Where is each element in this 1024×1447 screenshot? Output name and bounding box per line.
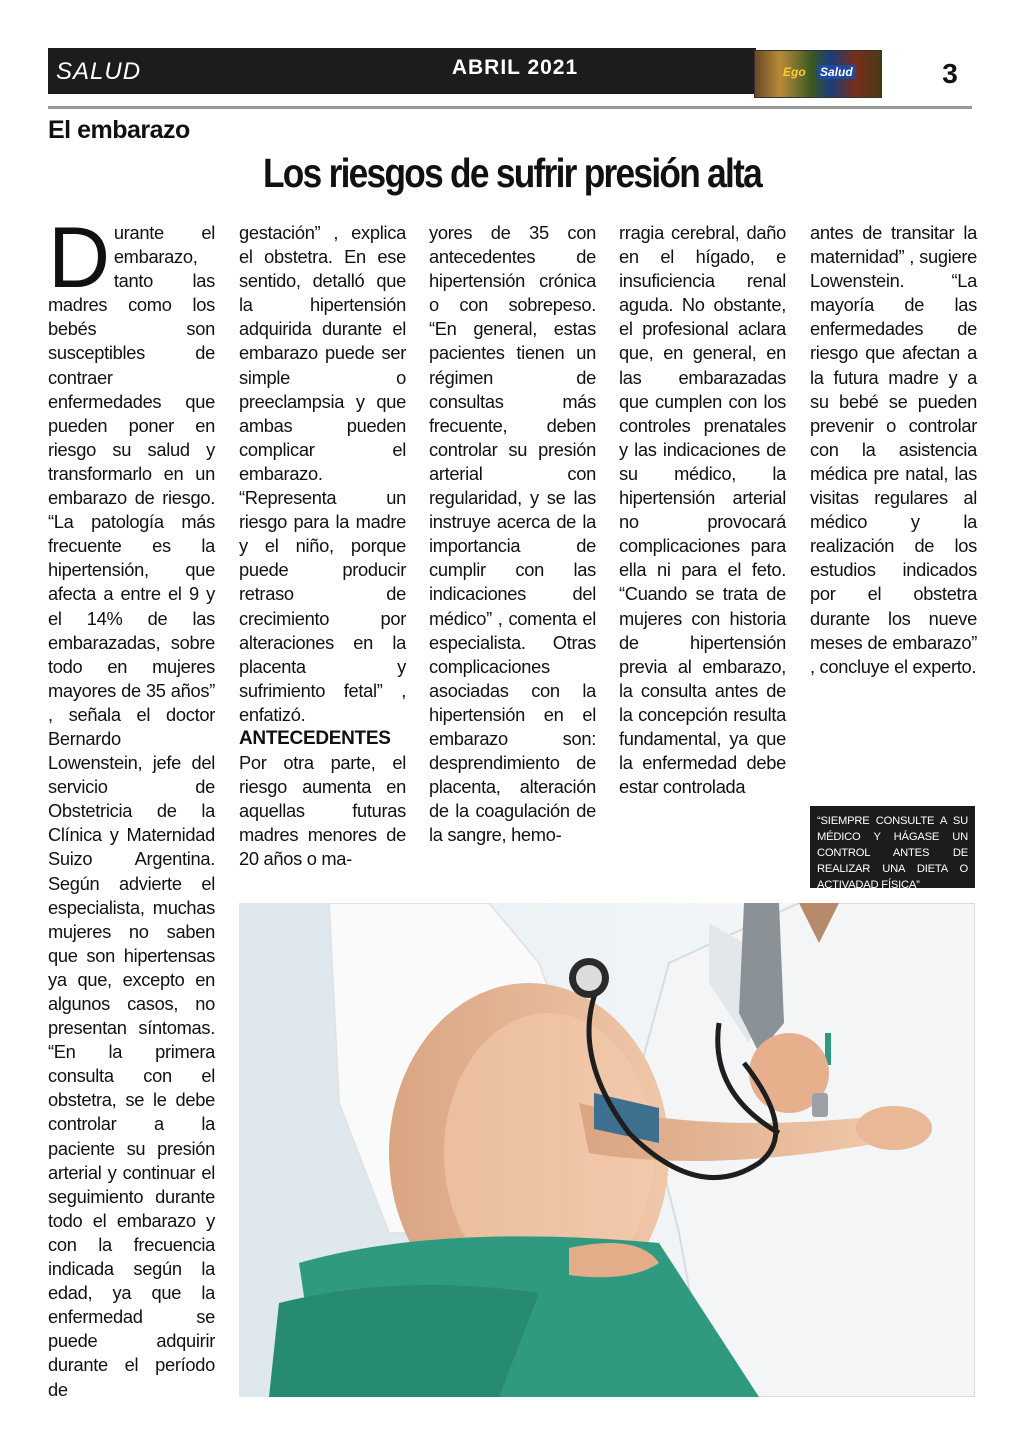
article-column-1 bbox=[48, 210, 215, 1402]
logo-text-ego: Ego bbox=[783, 65, 806, 79]
section-label: SALUD bbox=[56, 58, 142, 85]
column-1-text: urante el embarazo, tanto las madres como los bebés son susceptibles de contraer enfermedades que pueden poner en riesgo su salud y transformarlo en un embarazo de riesgo. “La patología más frecuente es la hipertensión, que afecta a entre el 9 y el 14% de las embarazadas, sobre todo en mujeres mayores de 35 años” , señala el doctor Bernardo Lowenstein, jefe del servicio de Obstetricia de la Clínica y Maternidad Suizo Argentina. Según advierte el especialista, muchas mujeres no saben que son hipertensas ya que, excepto en algunos casos, no presentan síntomas. “En la primera consulta con el obstetra, se le debe controlar a la paciente su presión arterial y continuar el seguimiento durante todo el embarazo y con la frecuencia indicada según la edad, ya que la enfermedad se puede adquirir durante el período de bbox=[48, 222, 215, 1400]
pull-quote: “SIEMPRE CONSULTE A SU MÉDICO Y HÁGASE UN CONTROL ANTES DE REALIZAR UNA DIETA O ACTIVADAD FÍSICA” bbox=[810, 806, 975, 888]
logo-text-salud: Salud bbox=[817, 65, 856, 79]
article-column-3 bbox=[429, 221, 596, 847]
drop-cap: D bbox=[48, 210, 110, 306]
page-number: 3 bbox=[942, 58, 958, 89]
header-rule bbox=[48, 106, 972, 109]
issue-date: ABRIL 2021 bbox=[451, 56, 579, 79]
doctor-measuring-blood-pressure-illustration bbox=[239, 903, 975, 1397]
column-4-text: rragia cerebral, daño en el hígado, e insuficiencia renal aguda. No obstante, el profesional aclara que, en general, en las embarazadas que cumplen con los controles prenatales y las indicaciones de su médico, la hipertensión arterial no provocará complicaciones para ella ni para el feto. “Cuando se trata de mujeres con historia de hipertensión previa al embarazo, la consulta antes de la concepción resulta fundamental, ya que la enfermedad debe estar controlada bbox=[619, 222, 786, 798]
column-3-text: yores de 35 con antecedentes de hipertensión crónica o con sobrepeso. “En general, estas pacientes tienen un régimen de consultas más frecuente, deben controlar su presión arterial con regularidad, y se las instruye acerca de la importancia de cumplir con las indicaciones del médico” , comenta el especialista. Otras complicaciones asociadas con la hipertensión en el embarazo son: desprendimiento de placenta, alteración de la coagulación de la sangre, hemo- bbox=[429, 222, 596, 846]
article-kicker: El embarazo bbox=[48, 116, 190, 144]
article-column-5 bbox=[810, 221, 977, 679]
article-photo bbox=[239, 903, 975, 1397]
article-headline: Los riesgos de sufrir presión alta bbox=[262, 150, 761, 196]
publication-logo bbox=[754, 50, 882, 98]
article-column-4 bbox=[619, 221, 786, 799]
column-2-text-continued: Por otra parte, el riesgo aumenta en aquellas futuras madres menores de 20 años o ma- bbox=[239, 752, 406, 870]
subheading-antecedentes: ANTECEDENTES bbox=[239, 727, 391, 749]
column-2-text: gestación” , explica el obstetra. En ese sentido, detalló que la hipertensión adquirida durante el embarazo puede ser simple o preeclampsia y que ambas pueden complicar el embarazo. “Representa un riesgo para la madre y el niño, porque puede producir retraso de crecimiento por alteraciones en la placenta y sufrimiento fetal” , enfatizó. bbox=[239, 222, 406, 725]
article-column-2 bbox=[239, 221, 406, 872]
column-5-text: antes de transitar la maternidad” , sugiere Lowenstein. “La mayoría de las enfermedades de riesgo que afectan a la futura madre y a su bebé se pueden prevenir o controlar con la asistencia médica pre natal, las visitas regulares al médico y la realización de los estudios indicados por el obstetra durante los nueve meses de embarazo” , concluye el experto. bbox=[810, 222, 977, 677]
